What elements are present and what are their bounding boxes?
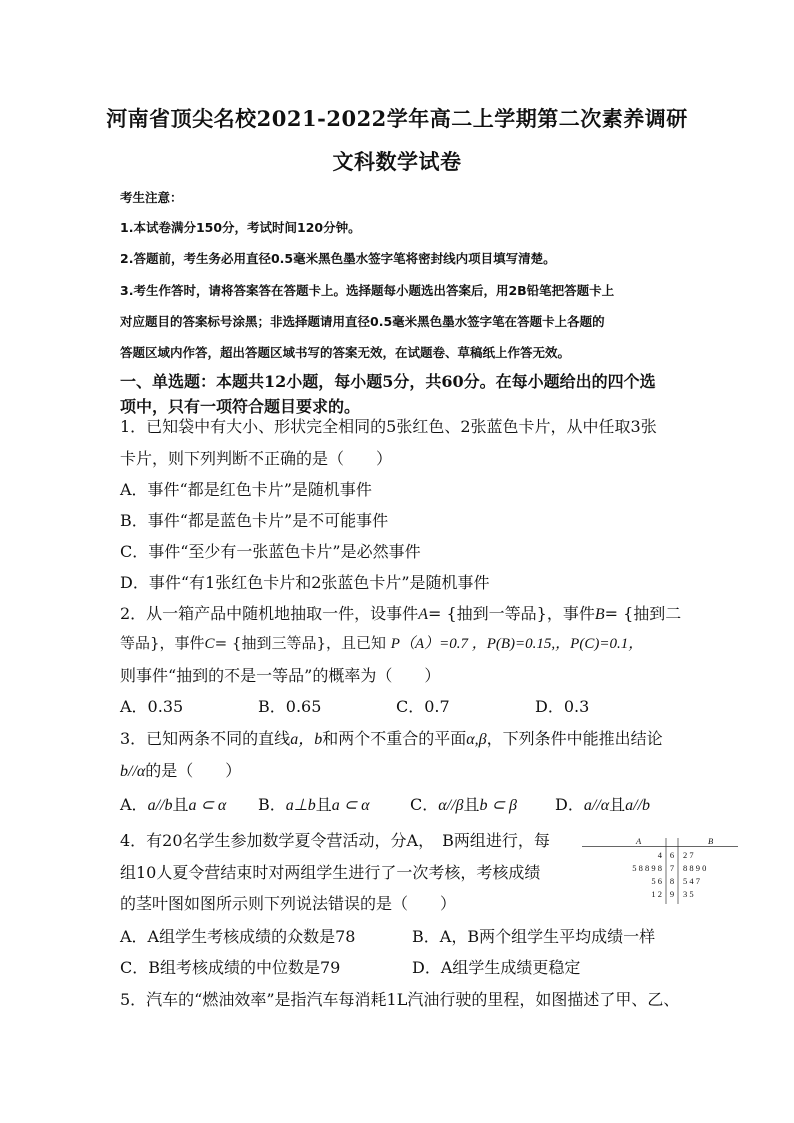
- exam-title: 河南省顶尖名校2021-2022学年高二上学期第二次素养调研: [106, 106, 688, 131]
- q5-stem-line1: 5．汽车的“燃油效率”是指汽车每消耗1L汽油行驶的里程，如图描述了甲、乙、: [120, 990, 680, 1009]
- q2-option-c: C．0.7: [396, 697, 450, 716]
- notice-item-3a: 3.考生作答时，请将答案答在答题卡上。选择题每小题选出答案后，用2B铅笔把答题卡上: [120, 283, 615, 298]
- event-b-symbol: B: [594, 606, 605, 623]
- notice-heading: 考生注意：: [120, 190, 183, 205]
- q2-stem-line2: 等品}，事件C= {抽到三等品}，且已知 P（A）=0.7 ，P(B)=0.15,，P(C)=0.1，: [120, 634, 644, 652]
- probabilities: P（A）=0.7 ，P(B)=0.15,，P(C)=0.1，: [390, 636, 644, 652]
- lines-ab: a，b: [290, 731, 323, 748]
- row-1-stem: 6: [669, 850, 675, 860]
- section-heading-1: 一、单选题：本题共12小题，每小题5分，共60分。在每小题给出的四个选: [120, 372, 656, 391]
- q4-stem-line1: 4．有20名学生参加数学夏令营活动，分A， B两组进行，每: [120, 831, 550, 850]
- q4-stem-line2: 组10人夏令营结束时对两组学生进行了一次考核，考核成绩: [120, 863, 541, 882]
- notice-item-3c: 答题区域内作答，超出答题区域书写的答案无效，在试题卷、草稿纸上作答无效。: [120, 345, 571, 360]
- section-heading-2: 项中，只有一项符合题目要求的。: [120, 397, 361, 416]
- row-2-stem: 7: [669, 863, 675, 873]
- notice-item-1: 1.本试卷满分150分，考试时间120分钟。: [120, 220, 361, 235]
- q4-option-c: C．B组考核成绩的中位数是79: [120, 958, 341, 977]
- event-c-symbol: C: [204, 636, 215, 652]
- q2-option-a: A．0.35: [120, 697, 184, 716]
- group-a-header: A: [636, 836, 642, 846]
- row-1-b-leaves: 2 7: [683, 850, 694, 860]
- row-3-stem: 8: [669, 876, 675, 886]
- q2-stem-line1: 2．从一箱产品中随机地抽取一件，设事件A= {抽到一等品}，事件B= {抽到二: [120, 604, 682, 623]
- event-a-symbol: A: [418, 606, 428, 623]
- stem-leaf-svg: [580, 836, 740, 906]
- q2-stem-line3: 则事件“抽到的不是一等品”的概率为（ ）: [120, 666, 441, 685]
- stem-leaf-plot: [580, 836, 740, 906]
- q2-option-b: B．0.65: [258, 697, 322, 716]
- conclusion-math: b//α: [120, 763, 146, 780]
- row-2-b-leaves: 8 8 9 0: [683, 863, 707, 873]
- q1-option-a: A．事件“都是红色卡片”是随机事件: [120, 480, 372, 499]
- q3-option-b: B．a⊥b且a ⊂ α: [258, 795, 370, 814]
- q4-option-d: D．A组学生成绩更稳定: [412, 958, 581, 977]
- q4-option-b: B．A，B两个组学生平均成绩一样: [412, 927, 656, 946]
- q1-option-b: B．事件“都是蓝色卡片”是不可能事件: [120, 511, 389, 530]
- row-4-stem: 9: [669, 889, 675, 899]
- row-3-b-leaves: 5 4 7: [683, 876, 700, 886]
- q1-option-c: C．事件“至少有一张蓝色卡片”是必然事件: [120, 542, 421, 561]
- q3-option-d: D．a//α且a//b: [555, 795, 651, 814]
- q3-stem-line2: b//α的是（ ）: [120, 761, 242, 780]
- notice-item-3b: 对应题目的答案标号涂黑；非选择题请用直径0.5毫米黑色墨水签字笔在答题卡上各题的: [120, 314, 605, 329]
- notice-item-2: 2.答题前，考生务必用直径0.5毫米黑色墨水签字笔将密封线内项目填写清楚。: [120, 251, 556, 266]
- q1-stem-line1: 1．已知袋中有大小、形状完全相同的5张红色、2张蓝色卡片，从中任取3张: [120, 417, 657, 436]
- planes-symbol: α,β: [466, 731, 487, 748]
- row-2-a-leaves: 5 8 8 9 8: [632, 863, 662, 873]
- group-b-header: B: [708, 836, 714, 846]
- row-4-a-leaves: 1 2: [651, 889, 662, 899]
- row-1-a-leaves: 4: [657, 850, 662, 860]
- row-4-b-leaves: 3 5: [683, 889, 694, 899]
- q3-option-a: A．a//b且a ⊂ α: [120, 795, 227, 814]
- exam-subtitle: 文科数学试卷: [332, 149, 462, 174]
- q3-option-c: C．α//β且b ⊂ β: [410, 795, 517, 814]
- q4-option-a: A．A组学生考核成绩的众数是78: [120, 927, 356, 946]
- q2-option-d: D．0.3: [535, 697, 590, 716]
- q1-stem-line2: 卡片，则下列判断不正确的是（ ）: [120, 449, 393, 468]
- row-3-a-leaves: 5 6: [651, 876, 662, 886]
- q3-stem-line1: 3．已知两条不同的直线a，b和两个不重合的平面α,β，下列条件中能推出结论: [120, 729, 663, 748]
- q1-option-d: D．事件“有1张红色卡片和2张蓝色卡片”是随机事件: [120, 573, 490, 592]
- q4-stem-line3: 的茎叶图如图所示则下列说法错误的是（ ）: [120, 894, 457, 913]
